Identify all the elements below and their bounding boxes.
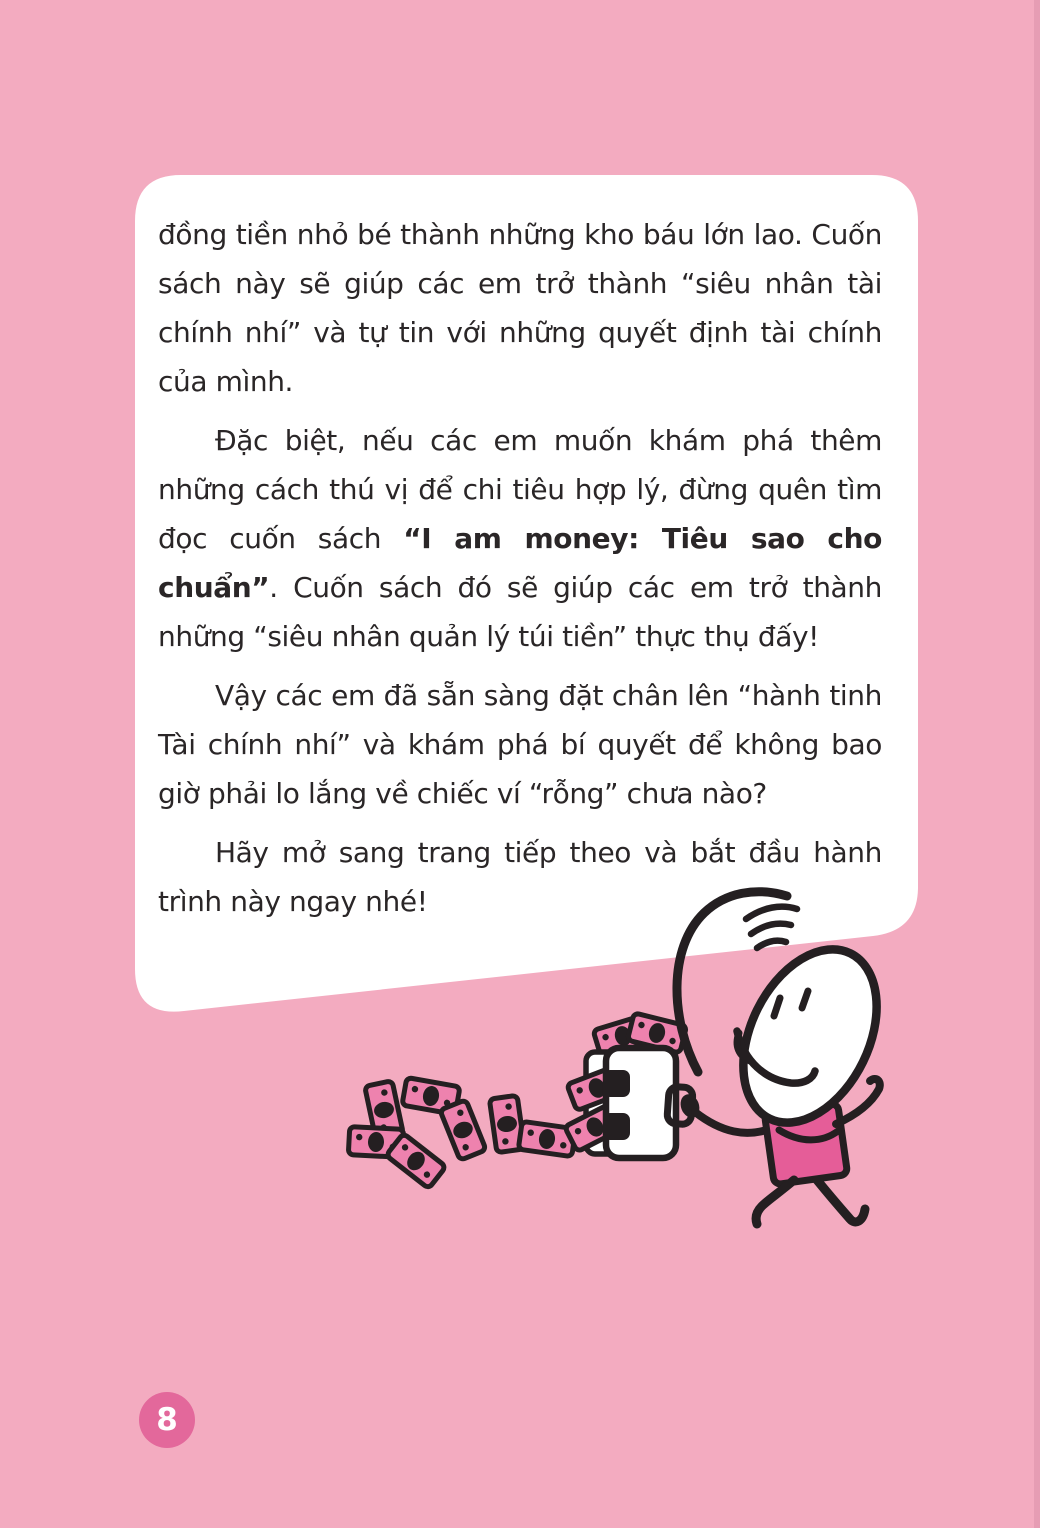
paragraph xyxy=(158,828,882,926)
book-title-bold: “I am money: Tiêu sao cho chuẩn” xyxy=(158,522,882,604)
character-leg-right xyxy=(817,1180,865,1222)
page-edge-shadow xyxy=(1034,0,1040,1528)
briefcase-clasp xyxy=(603,1070,630,1097)
paragraph-text: đồng tiền nhỏ bé thành những kho báu lớn lao. Cuốn sách này sẽ giúp các em trở thành “siêu nhân tài chính nhí” và tự tin với những quyết định tài chính của mình. xyxy=(158,218,882,398)
page-text xyxy=(158,210,882,936)
character-head xyxy=(717,927,904,1144)
paragraph-text: Đặc biệt, nếu các em muốn khám phá thêm những cách thú vị để chi tiêu hợp lý, đừng quên tìm đọc cuốn sách xyxy=(158,424,882,555)
money-bill-icon xyxy=(386,1133,446,1188)
paragraph-text: . Cuốn sách đó sẽ giúp các em trở thành những “siêu nhân quản lý túi tiền” thực thụ đấy! xyxy=(158,571,882,653)
paragraph-text: Vậy các em đã sẵn sàng đặt chân lên “hành tinh Tài chính nhí” và khám phá bí quyết để không bao giờ phải lo lắng về chiếc ví “rỗng” chưa nào? xyxy=(158,679,882,810)
briefcase-clasp xyxy=(603,1113,630,1140)
paragraph xyxy=(158,210,882,406)
character-leg-left xyxy=(756,1180,794,1224)
paragraph xyxy=(158,671,882,818)
paragraph-text: Hãy mở sang trang tiếp theo và bắt đầu hành trình này ngay nhé! xyxy=(158,836,882,918)
page-number-badge xyxy=(139,1392,195,1448)
paragraph xyxy=(158,416,882,661)
page-number: 8 xyxy=(156,1402,178,1438)
money-trail xyxy=(348,1078,575,1189)
money-bill-icon xyxy=(440,1100,486,1161)
